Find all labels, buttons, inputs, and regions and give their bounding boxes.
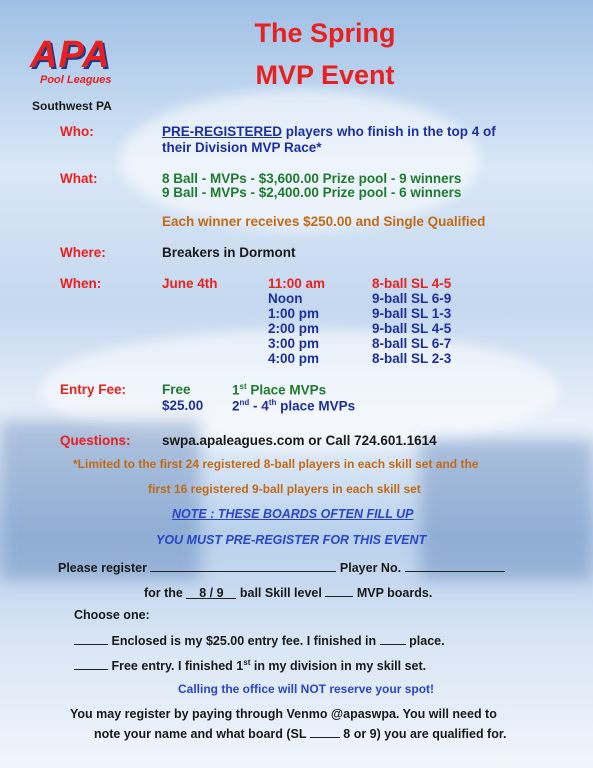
who-text-line2: their Division MVP Race* [162, 140, 322, 155]
when-event-4: 9-ball SL 4-5 [372, 321, 452, 336]
entry-free: Free [162, 382, 191, 397]
when-event-1: 8-ball SL 4-5 [372, 276, 452, 291]
where-value: Breakers in Dormont [162, 245, 296, 260]
option2-text: Free entry. I finished 1 [111, 659, 244, 673]
questions-label: Questions: [60, 433, 131, 448]
when-time-4: 2:00 pm [268, 321, 320, 336]
what-winner: Each winner receives $250.00 and Single Qualified [162, 214, 486, 229]
note-line1: NOTE : THESE BOARDS OFTEN FILL UP [172, 507, 414, 521]
for-the-label: for the [144, 586, 183, 600]
player-no-label: Player No. [339, 561, 402, 575]
option1-check-field[interactable] [74, 632, 108, 645]
venmo-line2-text: note your name and what board (SL [94, 727, 307, 741]
venmo-line2 [94, 725, 507, 741]
limit-line2: first 16 registered 9-ball players in each skill set [148, 482, 421, 496]
what-line2: 9 Ball - MVPs - $2,400.00 Prize pool - 6 winners [162, 185, 462, 200]
option2-check-field[interactable] [74, 657, 108, 670]
mvp-boards-label: MVP boards. [356, 586, 433, 600]
option2-text-post: in my division in my skill set. [250, 659, 427, 673]
entry-free-desc-text: Place MVPs [246, 382, 327, 398]
questions-value: swpa.apaleagues.com or Call 724.601.1614 [162, 433, 437, 448]
logo-subtitle: Pool Leagues [40, 74, 112, 86]
entry-paid-desc [232, 398, 355, 414]
entry-free-desc-num: 1 [232, 382, 240, 398]
calling-warning: Calling the office will NOT reserve your spot! [178, 682, 435, 696]
logo-brand: APA [30, 34, 111, 76]
ball-choice-field[interactable]: 8 / 9 [186, 586, 236, 599]
option1-text: Enclosed is my $25.00 entry fee. I finished in [111, 634, 377, 648]
register-name-field[interactable] [150, 559, 336, 572]
background-glow-top [120, 90, 480, 230]
entry-label: Entry Fee: [60, 382, 127, 397]
option1-place-label: place. [409, 634, 445, 648]
limit-line1: *Limited to the first 24 registered 8-ball players in each skill set and the [73, 457, 479, 471]
apa-logo [26, 34, 136, 94]
entry-paid: $25.00 [162, 398, 204, 413]
entry-free-desc-sup: st [239, 382, 247, 391]
note-line2: YOU MUST PRE-REGISTER FOR THIS EVENT [156, 533, 427, 547]
entry-paid-desc-a-sup: nd [239, 398, 250, 407]
when-event-5: 8-ball SL 6-7 [372, 336, 452, 351]
when-event-6: 8-ball SL 2-3 [372, 351, 452, 366]
title-line1: The Spring [254, 18, 396, 48]
entry-free-desc [232, 382, 326, 398]
who-text-line1 [162, 124, 496, 139]
who-underlined: PRE-REGISTERED [162, 124, 283, 139]
entry-paid-desc-a: 2 [232, 398, 240, 414]
player-no-field[interactable] [405, 559, 505, 572]
choose-one-label: Choose one: [74, 608, 150, 622]
venmo-line1: You may register by paying through Venmo @apaswpa. You will need to [70, 707, 497, 721]
when-time-5: 3:00 pm [268, 336, 320, 351]
entry-paid-desc-b: - 4 [249, 398, 269, 414]
option2-sup: st [243, 657, 251, 667]
when-event-2: 9-ball SL 6-9 [372, 291, 452, 306]
title-line2: MVP Event [255, 60, 395, 90]
who-label: Who: [60, 124, 94, 139]
where-label: Where: [60, 245, 106, 260]
register-label: Please register [58, 561, 147, 575]
when-date: June 4th [162, 276, 218, 291]
entry-paid-desc-b-sup: th [268, 398, 277, 407]
who-text: players who finish in the top 4 of [282, 124, 496, 139]
when-label: When: [60, 276, 102, 291]
form-register-row [58, 559, 505, 575]
skill-level-label: ball Skill level [239, 586, 322, 600]
when-time-6: 4:00 pm [268, 351, 320, 366]
option1-place-field[interactable] [380, 632, 406, 645]
what-line1: 8 Ball - MVPs - $3,600.00 Prize pool - 9 winners [162, 171, 462, 186]
skill-level-field[interactable] [325, 584, 353, 597]
option2-row [74, 657, 426, 673]
what-label: What: [60, 171, 98, 186]
form-skill-row [144, 584, 432, 600]
when-time-3: 1:00 pm [268, 306, 320, 321]
venmo-line2-post: 8 or 9) you are qualified for. [343, 727, 507, 741]
entry-paid-desc-c: place MVPs [276, 398, 356, 414]
when-time-2: Noon [268, 291, 303, 306]
when-time-1: 11:00 am [268, 276, 326, 291]
when-event-3: 9-ball SL 1-3 [372, 306, 452, 321]
logo-region: Southwest PA [32, 99, 112, 113]
option1-row [74, 632, 445, 648]
venmo-sl-field[interactable] [310, 725, 340, 738]
